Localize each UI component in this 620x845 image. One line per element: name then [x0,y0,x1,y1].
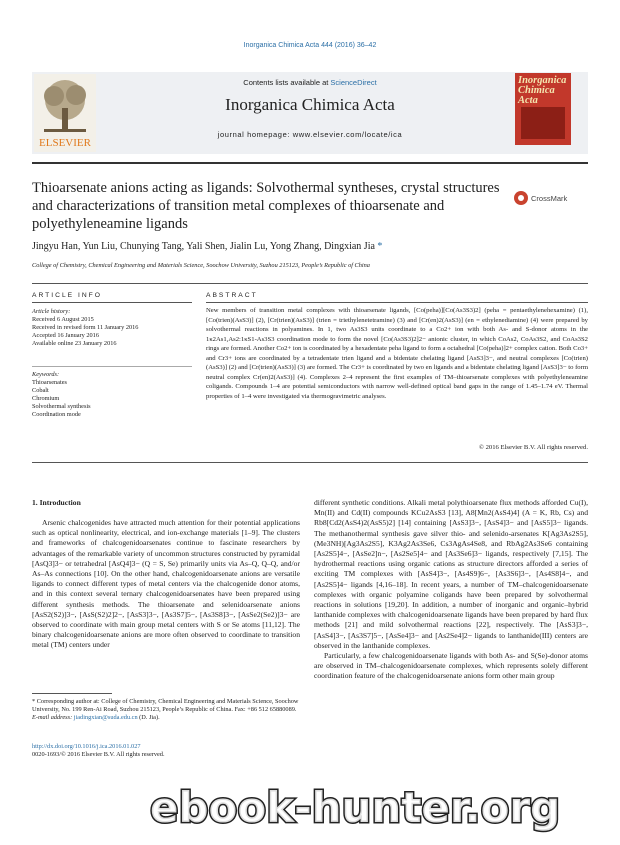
keyword-item: Solvothermal synthesis [32,403,91,410]
author-list [32,241,592,252]
history-label: Article history: [32,308,71,315]
keywords [32,371,192,419]
article-info-heading: ARTICLE INFO [32,292,102,299]
abstract-rule [206,302,588,303]
email-label: E-mail address: [32,714,74,721]
contents-prefix: Contents lists available at [243,78,331,87]
abstract-copyright: © 2016 Elsevier B.V. All rights reserved. [478,444,588,451]
keywords-rule [32,366,192,367]
watermark [150,780,620,840]
abstract-heading: ABSTRACT [206,292,258,299]
body-column-left [32,518,300,651]
author-names: Jingyu Han, Yun Liu, Chunying Tang, Yali Shen, Jialin Lu, Yong Zhang, Dingxian Jia [32,241,375,252]
keyword-item: Cobalt [32,387,49,394]
crossmark-badge[interactable] [514,190,574,206]
footnote-rule [32,693,112,694]
intro-paragraph: Particularly, a few chalcogenidoarsenate ligands with both As- and S(Se)-donor atoms are observed in TM–chalcogenidoarsenate complexes, which represents solely different coordination feature of the chalcogenidoarsenate anions form other main group [314,651,588,681]
journal-homepage-link[interactable]: journal homepage: www.elsevier.com/locate/ica [217,130,403,139]
affiliation-rule [32,283,588,284]
header-rule [32,162,588,164]
history-revised: Received in revised form 11 January 2016 [32,324,139,331]
history-received: Received 6 August 2015 [32,316,94,323]
crossmark-label: CrossMark [531,194,568,203]
intro-paragraph: different synthetic conditions. Alkali metal polythioarsenate flux methods afforded Cu(I), Mn(II) and Cd(II) compounds KCu2AsS3 [13], A8[Mn2(AsS4)4] (A = K, Rb, Cs) and Rb8[Cd2(AsS4)2(AsS5)2] [14] containing [AsS3]3−, [AsS4]3− and [AsS5]3− ligands. The methanothermal synthesis gave silver thio- and selenido-arsenates K[Ag3As2S5], (Me3NH)[Ag3As2S5], K3Ag2As3Se6, Cs3AgAs4Se8, and RbAg2As3Se6 containing [As2S5]4−, [AsSe2]n−, [As2Se5]4− and [As3Se6]3− ligands, respectively [7,15]. The hydrothermal reactions using organic cations as structure directors afforded a series of exciting TM complexes with [AsS4]3−, [As4S9]6−, [As3S6]3−, [As4S8]4−, and [As2S5]4− ligands [4,16–18]. In recent years, a number of TM–chalcogenidoarsenate complexes with organic polyamine coligands have been prepared by solvothermal reactions in solutions [19,20]. In addition, a number of inorganic and organic–hybrid lanthanide complexes with chalcogenidoarsenate ligands have been prepared by hard flux methods [21] and mild solvothermal reactions [22], respectively. The [AsS3]3−, [AsS4]3−, [As3S7]5−, [AsSe4]3− and [As2Se4]2− ligands to lanthanide(III) centers are observed in the lanthanide complexes. [314,498,588,650]
keyword-item: Chromium [32,395,60,402]
body-column-right [314,498,588,682]
corresponding-author-footnote [32,698,300,722]
issn-line: 0020-1693/© 2016 Elsevier B.V. All rights reserved. [32,751,165,758]
journal-reference-link[interactable]: Inorganica Chimica Acta 444 (2016) 36–42 [243,42,377,49]
journal-title: Inorganica Chimica Acta [225,95,395,114]
email-link[interactable]: jiadingxian@suda.edu.cn [73,714,138,721]
keyword-item: Coordination mode [32,411,81,418]
publisher-wordmark: ELSEVIER [39,137,91,149]
intro-paragraph: Arsenic chalcogenides have attracted much attention for their potential applications such as optical nonlinearity, electrical, and ion-exchange materials [1–9]. The clusters and frameworks of chalcogenidoarsenates continue to fascinate researchers by advantages of the remarkable variety of uncommon structures constructed by pyramidal [AsQ3]3− or tetrahedral [AsQ4]3− (Q = S, Se) primarily units via As–Q, Q–Q, and/or As–As connections [10]. On the other hand, chalcogenidoarsenate anions are versatile ligands to connect different types of metal centers via the chalcogenide donor atoms, and in this context several ternary chalcogenidoarsenates have been prepared using different synthesis methods. The thioarsenate and selenidoarsenate anions [AsS2(S2)]3−, [AsS(S2)2]2−, [AsS3]3−, [As3S7]5−, [As3S8]3−, [AsSe2(Se2)]3− are observed to coordinate with main group metal centers with S or Se atoms [11,12]. The binary chalcogenidoarsenate anions are more often observed to coordinate to transition metal (TM) centers under [32,518,300,650]
contents-available-line [0,78,620,87]
history-online: Available online 23 January 2016 [32,340,117,347]
article-history [32,308,192,348]
doi-link[interactable]: http://dx.doi.org/10.1016/j.ica.2016.01.027 [32,743,141,750]
paper-title: Thioarsenate anions acting as ligands: Solvothermal syntheses, crystal structures and characterizations of transition metal complexes of thioarsenate and polyethyleneamine ligands [32,180,500,232]
cover-title: Inorganica Chimica Acta [518,75,567,106]
abstract-text: New members of transition metal complexes with thioarsenate ligands, [Co(peha)][Co(As3S3)2] (peha = pentaethylenehexamine) (1), [Co(trien)(AsS3)] (2), [Cr(trien)(AsS3)] (trien = triethylenetetramine) (3) and [Cr(en)2(AsS3)] (en = ethylenediamine) (4) were prepared by solvothermal reactions in polyamines. In 1, two As3S3 units coordinate to a Co2+ ion with both As- and S-donor atoms in the 1κ2As1,As2:1κS1-As3S3 coordination mode to form the novel [Co(As3S3)2]2− anionic cluster, in which CoAs2, CoAs3S2, and CoAs3S2 rings are formed. Another Co2+ ion is coordinated by a hexadentate peha ligand to form a octahedral [Co(peha)]2+ complex cation. Both Co3+ and Cr3+ ions are coordinated by a tetradentate trien ligand and a bidentate chelating ligand [AsS3]3−, and neutral complexes [Co(trien)(AsS3)] (2) and [Cr(trien)(AsS3)] (3) are formed. The Cr3+ is coordinated by two en ligands and a bidentate chelating ligand [AsS3]3− to form neutral complex Cr(en)2(AsS3)] (4). Complexes 2–4 represent the first examples of TM–thioarsenate complexes with polyethyleneamine coligands. Compounds 1–4 are potential semiconductors with narrow well-defined optical band gaps in the range of 1.45–1.74 eV. Thermal properties of 1–4 were investigated via thermogravimetric analyses. [206,307,588,400]
doi-block [32,743,332,759]
introduction-heading: 1. Introduction [32,498,81,507]
corresponding-author-mark[interactable]: * [377,241,383,252]
sciencedirect-link[interactable]: ScienceDirect [330,78,377,87]
article-info-rule [32,302,192,303]
email-suffix: (D. Jia). [137,714,160,721]
affiliation: College of Chemistry, Chemical Engineering and Materials Science, Soochow University, Suzhou 215123, People’s Republic of China [32,262,370,269]
keyword-item: Thioarsenates [32,379,67,386]
abstract-bottom-rule [32,462,588,463]
keywords-label: Keywords: [32,371,60,378]
history-accepted: Accepted 16 January 2016 [32,332,99,339]
watermark-text: ebook-hunter.org [150,783,561,832]
footnote-text: * Corresponding author at: College of Chemistry, Chemical Engineering and Materials Science, Soochow University, No. 199 Ren-Ai Road, Suzhou 215123, People’s Republic of China. Fax: +86 512 65880089. [32,698,299,713]
